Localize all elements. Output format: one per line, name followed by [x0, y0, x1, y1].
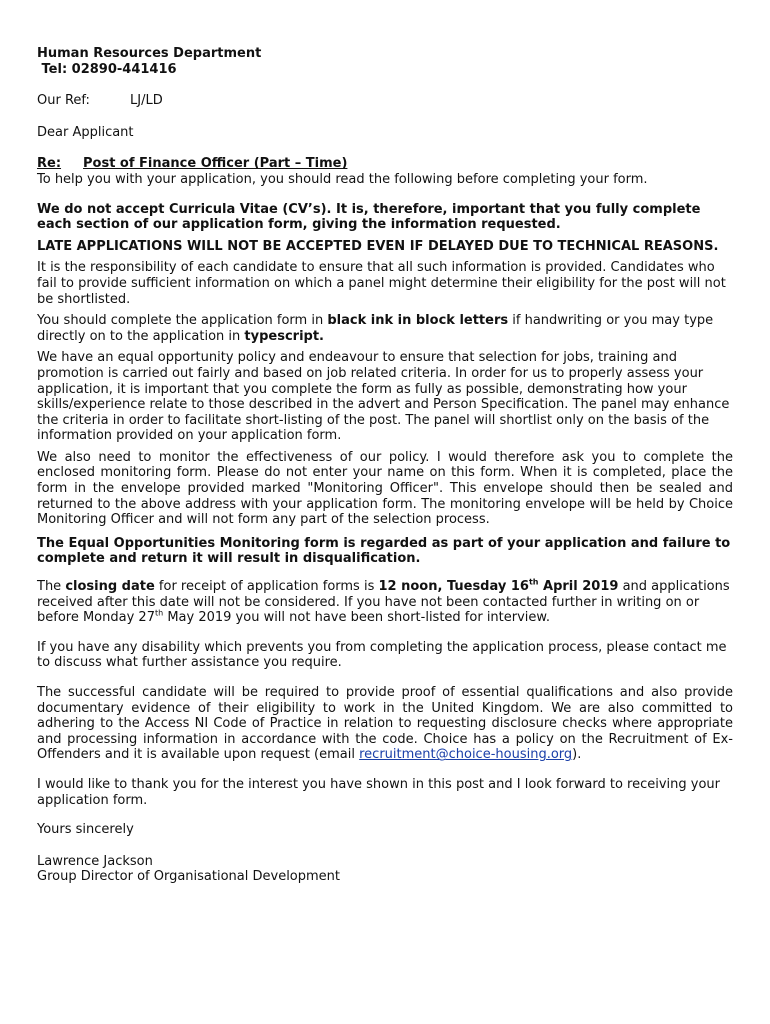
cv-notice: We do not accept Curricula Vitae (CV’s). It is, therefore, important that you fully complete each section of our application form, giving the information requested. — [37, 201, 701, 233]
intro-paragraph: To help you with your application, you should read the following before completing your form. — [37, 171, 648, 187]
responsibility-paragraph: It is the responsibility of each candidate to ensure that all such information is provided. Candidates who fail to provide sufficient information on which a panel might determine their eligibility for the post will not be shortlisted. — [37, 260, 726, 307]
late-applications-notice: LATE APPLICATIONS WILL NOT BE ACCEPTED EVEN IF DELAYED DUE TO TECHNICAL REASONS. — [37, 238, 719, 254]
email-link[interactable]: recruitment@choice-housing.org — [359, 747, 573, 763]
qualifications-paragraph: The successful candidate will be required to provide proof of essential qualifications and also provide documentary evidence of their eligibility to work in the United Kingdom. We are also committed to adhering to the Access NI Code of Practice in relation to requesting disclosure checks where appropriate and processing information in accordance with the code. Choice has a policy on the Recruitment of Ex-Offenders and it is available upon request (email recruitment@choice-housing.org). — [37, 685, 733, 763]
completion-paragraph: You should complete the application form in black ink in block letters if handwriting or you may type directly on to the application in typescript. — [37, 313, 714, 344]
closing-date-paragraph: The closing date for receipt of application forms is 12 noon, Tuesday 16th April 2019 and applications received after this date will not be considered. If you have not been contacted further in writing on or before Monday 27th May 2019 you will not have been short-listed for interview. — [37, 577, 730, 626]
subject: Post of Finance Officer (Part – Time) — [83, 156, 348, 172]
sign-off: Yours sincerely — [37, 822, 134, 838]
equal-opportunity-paragraph: We have an equal opportunity policy and endeavour to ensure that selection for jobs, training and promotion is carried out fairly and based on job related criteria. In order for us to properly assess your application, it is important that you complete the form as fully as possible, demonstrating how your skills/experience relate to those described in the advert and Person Specification. The panel may enhance the criteria in order to facilitate short-listing of the post. The panel will shortlist only on the basis of the information provided on your application form. — [37, 350, 730, 444]
re-label: Re: — [37, 156, 62, 172]
signatory-title: Group Director of Organisational Development — [37, 869, 341, 885]
subject-line — [37, 156, 733, 172]
monitoring-warning: The Equal Opportunities Monitoring form is regarded as part of your application and failure to complete and return it will result in disqualification. — [37, 535, 731, 567]
letter — [37, 46, 733, 885]
thanks-paragraph: I would like to thank you for the interest you have shown in this post and I look forward to receiving your application form. — [37, 776, 721, 808]
reference-value: LJ/LD — [130, 93, 163, 109]
disability-paragraph: If you have any disability which prevents you from completing the application process, please contact me to discuss what further assistance you require. — [37, 639, 727, 671]
reference-label: Our Ref: — [37, 93, 90, 109]
monitoring-paragraph: We also need to monitor the effectiveness of our policy. I would therefore ask you to complete the enclosed monitoring form. Please do not enter your name on this form. When it is completed, place the form in the envelope provided marked "Monitoring Officer". This envelope should then be sealed and returned to the above address with your application form. The monitoring envelope will be held by Choice Monitoring Officer and will not form any part of the selection process. — [37, 449, 733, 528]
telephone: Tel: 02890-441416 — [37, 61, 177, 77]
signatory-name: Lawrence Jackson — [37, 853, 153, 869]
reference-line — [37, 93, 733, 109]
department-heading: Human Resources Department — [37, 46, 262, 61]
salutation: Dear Applicant — [37, 124, 134, 140]
